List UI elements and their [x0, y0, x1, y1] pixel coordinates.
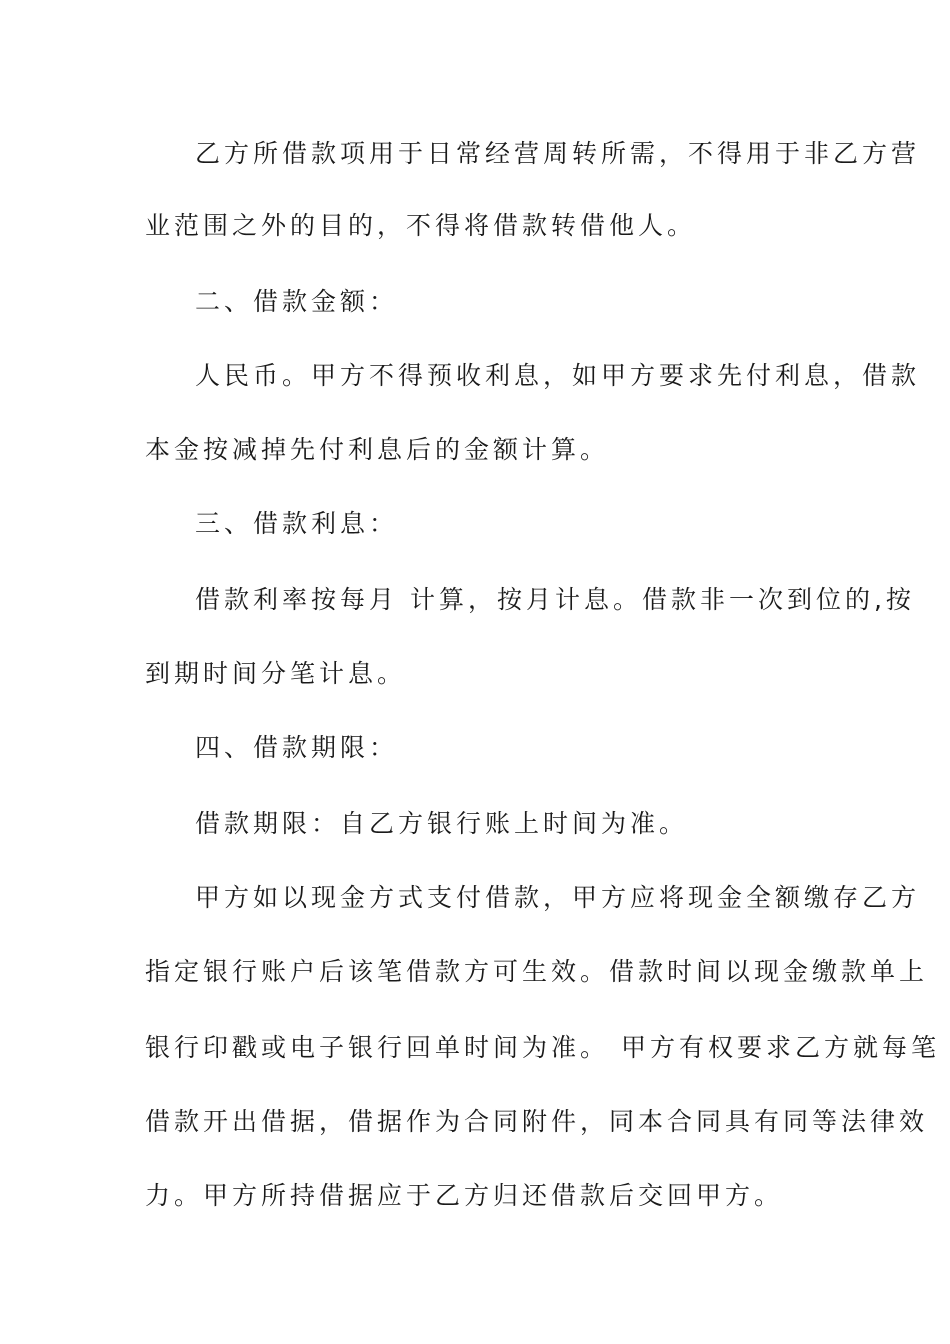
paragraph-cash-payment-line-1: 甲方如以现金方式支付借款，甲方应将现金全额缴存乙方 [195, 883, 921, 912]
paragraph-loan-term: 借款期限：自乙方银行账上时间为准。 [195, 809, 689, 838]
paragraph-loan-interest-line-2: 到期时间分笔计息。 [145, 659, 407, 688]
paragraph-cash-payment-line-5: 力。甲方所持借据应于乙方归还借款后交回甲方。 [145, 1181, 784, 1210]
paragraph-cash-payment-line-3: 银行印戳或电子银行回单时间为准。 甲方有权要求乙方就每笔 [145, 1033, 940, 1062]
paragraph-loan-amount-line-1: 人民币。甲方不得预收利息，如甲方要求先付利息，借款 [195, 361, 921, 390]
section-heading-loan-interest: 三、借款利息： [195, 509, 399, 538]
paragraph-cash-payment-line-4: 借款开出借据，借据作为合同附件，同本合同具有同等法律效 [145, 1107, 929, 1136]
paragraph-loan-purpose-line-2: 业范围之外的目的，不得将借款转借他人。 [145, 211, 697, 240]
section-heading-loan-term: 四、借款期限： [195, 733, 399, 762]
paragraph-loan-amount-line-2: 本金按减掉先付利息后的金额计算。 [145, 435, 610, 464]
section-heading-loan-amount: 二、借款金额： [195, 287, 399, 316]
paragraph-cash-payment-line-2: 指定银行账户后该笔借款方可生效。借款时间以现金缴款单上 [145, 957, 929, 986]
paragraph-loan-purpose-line-1: 乙方所借款项用于日常经营周转所需，不得用于非乙方营 [195, 139, 921, 168]
paragraph-loan-interest-line-1: 借款利率按每月 计算，按月计息。借款非一次到位的,按 [195, 585, 915, 614]
